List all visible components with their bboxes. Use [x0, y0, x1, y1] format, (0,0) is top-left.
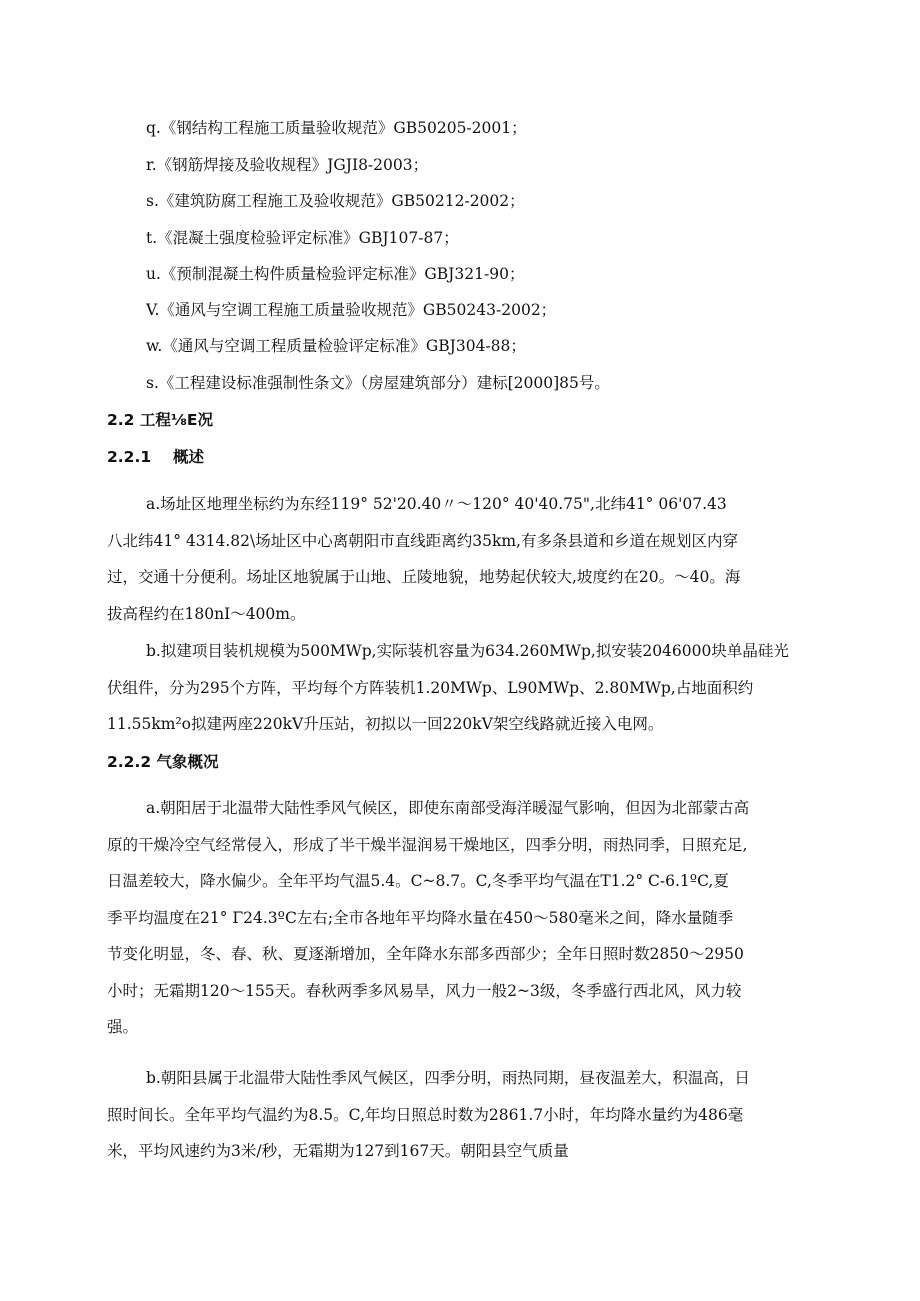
paragraph-line: a.朝阳居于北温带大陆性季风气候区，即使东南部受海洋暖湿气影响，但因为北部蒙古高: [146, 799, 750, 817]
reference-item: q.《钢结构工程施工质量验收规范》GB50205-2001；: [146, 119, 527, 137]
paragraph-line: 强。: [107, 1018, 139, 1036]
reference-item: r.《钢筋焊接及验收规程》JGJI8-2003；: [146, 156, 429, 174]
paragraph-line: 拔高程约在180nI～400m。: [107, 604, 306, 623]
paragraph-line: 日温差较大，降水偏少。全年平均气温5.4。C~8.7。C,冬季平均气温在T1.2° C-6.1ºC,夏: [107, 872, 729, 890]
section-heading-2-2-2: 2.2.2 气象概况: [107, 753, 219, 771]
paragraph-line: 小时；无霜期120～155天。春秋两季多风易旱，风力一般2~3级，冬季盛行西北风，风力较: [107, 981, 742, 1000]
paragraph-line: 11.55km²o拟建两座220kV升压站，初拟以一回220kV架空线路就近接入电网。: [107, 715, 664, 733]
paragraph-line: 米，平均风速约为3米/秒，无霜期为127到167天。朝阳县空气质量: [107, 1142, 569, 1160]
section-number: 2.2.1: [107, 448, 152, 466]
section-heading-2-2-1: [107, 447, 204, 467]
paragraph-line: 八北纬41° 4314.82\场址区中心离朝阳市直线距离约35km,有多条县道和乡道在规划区内穿: [107, 531, 738, 550]
climate-paragraph-b: [107, 1060, 819, 1170]
paragraph-line: 过，交通十分便利。场址区地貌属于山地、丘陵地貌，地势起伏较大,坡度约在20。～40。海: [107, 568, 741, 586]
section-heading-2-2: 2.2 工程⅛E况: [107, 411, 213, 429]
reference-item: s.《工程建设标准强制性条文》（房屋建筑部分）建标[2000]85号。: [146, 374, 610, 392]
paragraph-line: 原的干燥冷空气经常侵入，形成了半干燥半湿润易干燥地区，四季分明，雨热同季，日照充足,: [107, 835, 748, 854]
paragraph-line: b.拟建项目装机规模为500MWp,实际装机容量为634.260MWp,拟安装2046000块单晶硅光: [146, 642, 789, 660]
paragraph-line: b.朝阳县属于北温带大陆性季风气候区，四季分明，雨热同期，昼夜温差大，积温高，日: [146, 1069, 750, 1087]
reference-item: w.《通风与空调工程质量检验评定标准》GBJ304-88；: [146, 337, 526, 355]
climate-paragraph-a: [107, 790, 819, 1046]
reference-item: t.《混凝土强度检验评定标准》GBJ107-87；: [146, 229, 459, 247]
reference-item: V.《通风与空调工程施工质量验收规范》GB50243-2002；: [146, 301, 557, 319]
paragraph-line: 节变化明显，冬、春、秋、夏逐渐增加，全年降水东部多西部少；全年日照时数2850～2950: [107, 945, 744, 963]
paragraph-line: 季平均温度在21° Γ24.3ºC左右;全市各地年平均降水量在450～580毫米之间，降水量随季: [107, 908, 734, 927]
paragraph-line: a.场址区地理坐标约为东经119° 52'20.40〃～120° 40'40.75",北纬41° 06'07.43: [146, 495, 727, 513]
paragraph-line: 照时间长。全年平均气温约为8.5。C,年均日照总时数为2861.7小时，年均降水量约为486毫: [107, 1105, 744, 1124]
paragraph-line: 伏组件，分为295个方阵，平均每个方阵装机1.20MWp、L90MWp、2.80MWp,占地面积约: [107, 678, 754, 697]
overview-paragraph-a: [107, 486, 819, 632]
section-title: 概述: [173, 448, 205, 466]
reference-item: u.《预制混凝土构件质量检验评定标准》GBJ321-90；: [146, 265, 525, 283]
reference-item: s.《建筑防腐工程施工及验收规范》GB50212-2002；: [146, 192, 525, 210]
overview-paragraph-b: [107, 633, 819, 743]
